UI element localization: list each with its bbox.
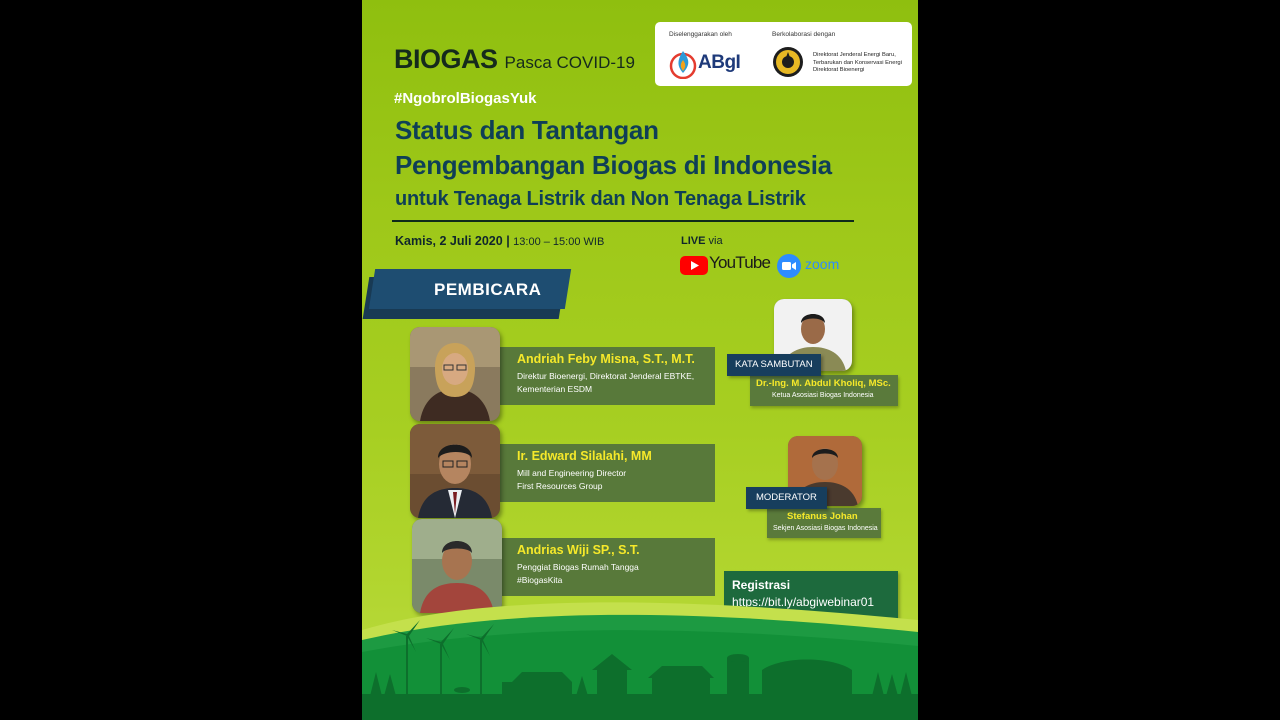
live-label [681,235,723,247]
ministry-line-3: Direktorat Bioenergi [813,67,865,73]
event-time: 13:00 – 15:00 WIB [513,236,605,248]
event-date: Kamis, 2 Juli 2020 [395,234,503,248]
speaker-1-name: Andriah Feby Misna, S.T., M.T. [517,352,695,366]
live-via: via [708,235,723,247]
speaker-3-name: Andrias Wiji SP., S.T. [517,543,640,557]
speaker-2-role-line-1: Mill and Engineering Director [517,468,627,478]
ministry-line-2: Terbarukan dan Konservasi Energi [813,59,902,66]
kata-sambutan-name: Dr.-Ing. M. Abdul Kholiq, MSc. [756,378,891,389]
date-separator: | [506,234,510,248]
title-divider [392,220,854,222]
speaker-1-photo [410,327,500,421]
biogas-subtitle: Pasca COVID-19 [504,53,635,72]
title-line-2: Pengembangan Biogas di Indonesia [395,150,832,180]
moderator-card [767,508,881,538]
zoom-label: zoom [805,256,840,272]
speaker-1-card [497,347,715,405]
speaker-3-role-line-1: Penggiat Biogas Rumah Tangga [517,562,639,572]
abgi-flame-icon [669,47,697,79]
kata-sambutan-role: Ketua Asosiasi Biogas Indonesia [772,392,874,399]
live-word: LIVE [681,235,706,247]
moderator-name: Stefanus Johan [787,511,858,522]
collaboration-label: Berkolaborasi dengan [772,31,836,38]
youtube-label: YouTube [709,253,771,272]
pembicara-label: PEMBICARA [434,280,542,299]
youtube-icon [680,256,708,275]
biogas-word: BIOGAS [394,44,498,74]
landscape-silhouette [362,590,918,720]
registration-label: Registrasi [732,578,791,592]
speaker-3-role-line-2: #BiogasKita [517,575,563,585]
zoom-icon [777,254,801,278]
speaker-1-role-line-2: Kementerian ESDM [517,384,593,394]
title-line-1: Status dan Tantangan [395,115,659,145]
speaker-2-card [497,444,715,502]
hashtag: #NgobrolBiogasYuk [394,90,537,107]
organizer-logo-box [655,22,912,86]
moderator-role: Sekjen Asosiasi Biogas Indonesia [773,525,878,532]
registration-link[interactable]: https://bit.ly/abgiwebinar01 [732,595,875,609]
kata-sambutan-tag: KATA SAMBUTAN [727,354,821,376]
title-line-3: untuk Tenaga Listrik dan Non Tenaga Listrik [395,188,806,210]
speaker-2-role-line-2: First Resources Group [517,481,603,491]
ministry-text [813,52,902,75]
speaker-2-photo [410,424,500,518]
esdm-emblem-icon [772,46,804,78]
webinar-poster [362,0,918,720]
speaker-2-name: Ir. Edward Silalahi, MM [517,449,652,463]
organized-by-label: Diselenggarakan oleh [669,31,732,38]
event-date-time [395,234,604,248]
abgi-logo-text: ABgI [698,52,741,73]
ministry-line-1: Direktorat Jenderal Energi Baru, [813,52,896,58]
moderator-tag: MODERATOR [746,487,827,509]
speaker-3-card [497,538,715,596]
speaker-1-role-line-1: Direktur Bioenergi, Direktorat Jenderal EBTKE, [517,371,695,381]
kata-sambutan-card [750,375,898,406]
biogas-heading [394,44,635,75]
